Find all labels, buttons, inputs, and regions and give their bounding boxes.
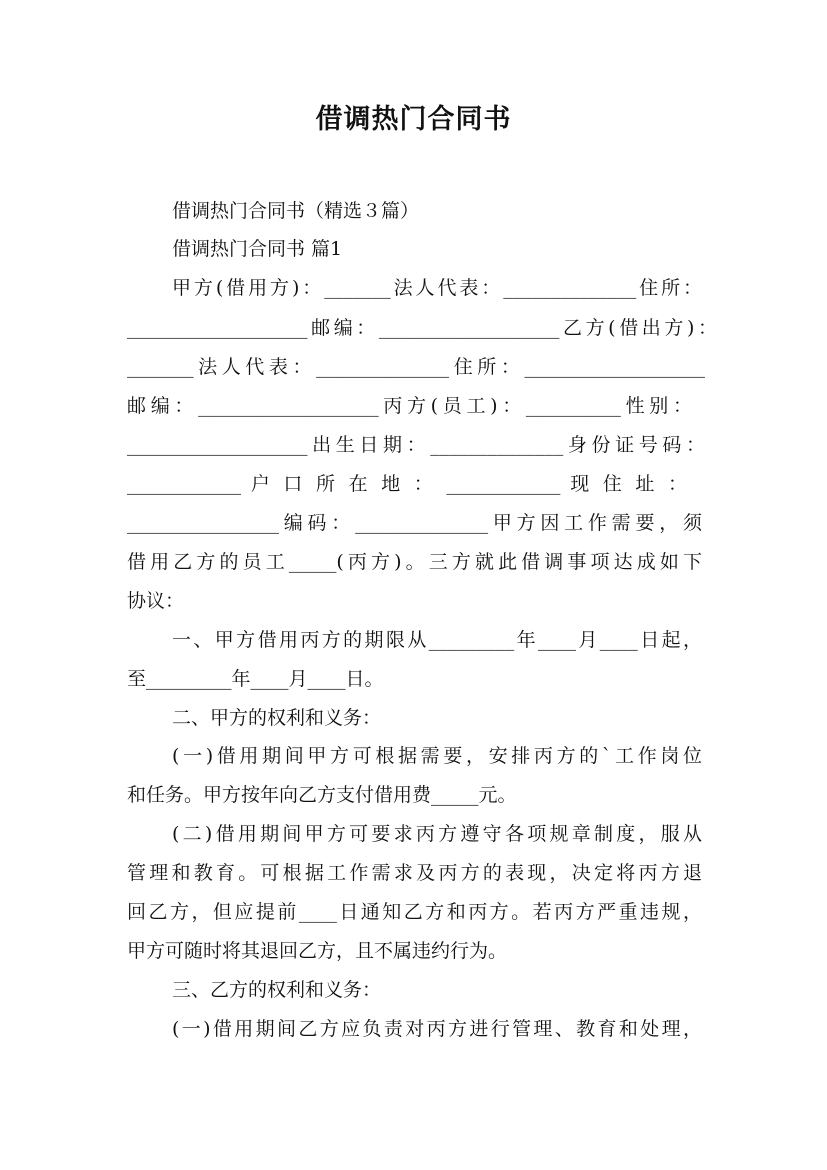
clause-line: 和任务。甲方按年向乙方支付借用费_____元。 (127, 784, 517, 806)
subtitle-line: 借调热门合同书（精选３篇） (172, 200, 420, 222)
clause-line: 一、甲方借用丙方的期限从_________年____月____日起， (172, 629, 702, 651)
clause-line: (二)借用期间甲方可要求丙方遵守各项规章制度，服从 (172, 823, 702, 845)
section-heading: 借调热门合同书 篇1 (172, 238, 343, 260)
body-line: ________________编码：______________甲方因工作需要，须 (127, 512, 702, 534)
body-line: ____________ 户 口 所 在 地 ： ____________ 现 住 址 ： (127, 473, 687, 495)
document-title: 借调热门合同书 (315, 104, 512, 135)
body-line: ___________________邮编：___________________乙方(借出方)： (127, 317, 717, 339)
clause-line: (一)借用期间甲方可根据需要，安排丙方的`工作岗位 (172, 745, 702, 767)
clause-line: 至_________年____月____日。 (127, 668, 384, 690)
body-line: ___________________出生日期：______________身份证号码： (127, 434, 705, 456)
body-line: 借用乙方的员工_____(丙方)。三方就此借调事项达成如下 (127, 551, 702, 573)
clause-line: 管理和教育。可根据工作需求及丙方的表现，决定将丙方退 (127, 862, 702, 884)
clause-line: 回乙方，但应提前____日通知乙方和丙方。若丙方严重违规， (127, 901, 702, 923)
section-heading: 二、甲方的权利和义务： (172, 707, 382, 729)
body-line: _______法人代表：______________住所：___________________ (127, 356, 705, 378)
body-line: 甲方(借用方)：_______法人代表：______________住所： (172, 277, 702, 299)
body-line: 邮编：___________________丙方(员工)：__________性别： (127, 395, 692, 417)
body-line: 协议： (127, 590, 185, 612)
clause-line: 甲方可随时将其退回乙方，且不属违约行为。 (127, 940, 508, 962)
section-heading: 三、乙方的权利和义务： (172, 979, 382, 1001)
clause-line: (一)借用期间乙方应负责对丙方进行管理、教育和处理， (172, 1018, 702, 1040)
